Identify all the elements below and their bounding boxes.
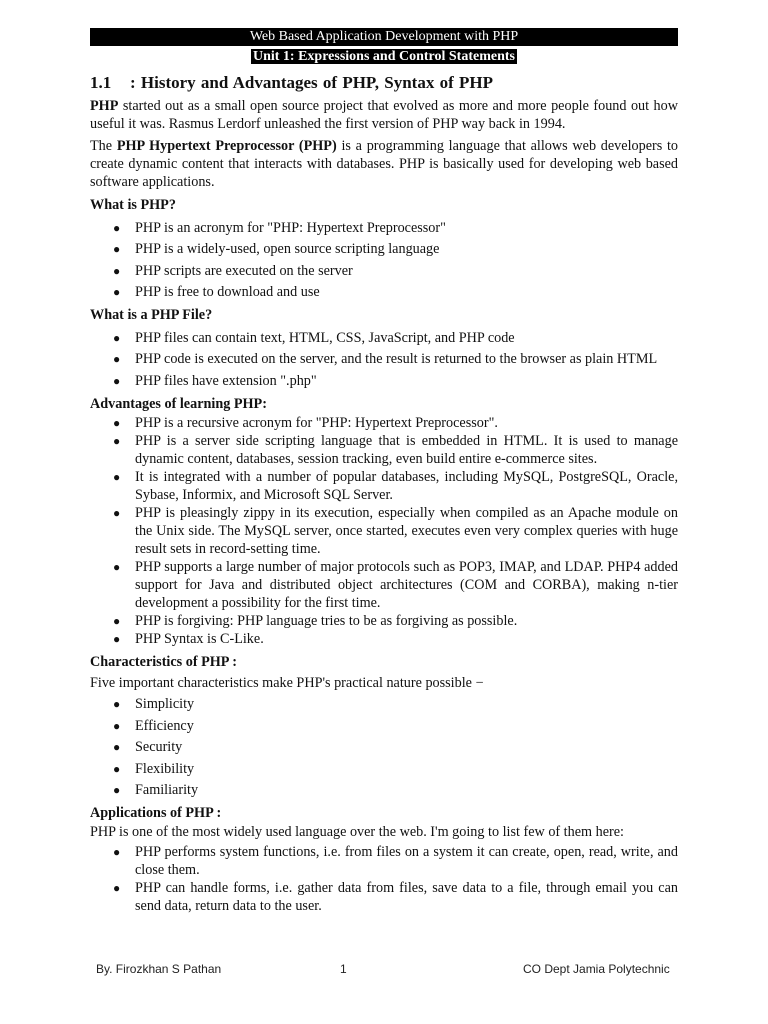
list-item-text: Familiarity xyxy=(135,782,199,798)
list-item xyxy=(90,350,678,368)
intro-p2-bold: PHP Hypertext Preprocessor (PHP) xyxy=(116,138,337,154)
characteristics-heading: Characteristics of PHP : xyxy=(90,653,237,670)
list-item-text: PHP is a widely-used, open source scripting language xyxy=(135,241,440,257)
list-item xyxy=(90,630,678,648)
what-is-php-file-heading: What is a PHP File? xyxy=(90,307,213,323)
list-item xyxy=(90,760,678,778)
list-item-text: Security xyxy=(135,739,183,755)
list-item-text: PHP supports a large number of major protocols such as POP3, IMAP, and LDAP. PHP4 added support for Java and distributed object architectures (COM and CORBA), making n-tier development a possibility for the first time. xyxy=(135,558,678,611)
bullet-icon: ● xyxy=(113,469,121,484)
intro-p2-text: is a programming language that allows web developers to create dynamic content that interacts with databases. PHP is basically used for developing web based software applications. xyxy=(90,138,679,190)
list-item-text: PHP is a server side scripting language that is embedded in HTML. It is used to manage dynamic content, databases, session tracking, even build entire e-commerce sites. xyxy=(135,432,678,467)
section-heading xyxy=(90,70,678,96)
bullet-icon: ● xyxy=(113,505,121,520)
list-item-text: PHP files have extension ".php" xyxy=(135,372,317,389)
list-item-text: PHP files can contain text, HTML, CSS, JavaScript, and PHP code xyxy=(135,329,515,346)
advantages-list xyxy=(90,414,678,648)
list-item xyxy=(90,372,678,390)
bullet-icon: ● xyxy=(113,433,121,448)
bullet-icon: ● xyxy=(113,330,121,345)
footer-author: By. Firozkhan S Pathan xyxy=(96,962,222,976)
unit-title-banner xyxy=(90,47,678,65)
intro-p1-bold: PHP xyxy=(90,98,119,114)
list-item xyxy=(90,558,678,612)
list-item-text: Simplicity xyxy=(135,696,195,712)
intro-p1-text: started out as a small open source project that evolved as more and more people found out how useful it was. Rasmus Lerdorf unleashed the first version of PHP way back in 1994. xyxy=(90,98,678,132)
list-item xyxy=(90,414,678,432)
list-item xyxy=(90,879,678,915)
list-item xyxy=(90,717,678,735)
list-item xyxy=(90,283,678,301)
bullet-icon: ● xyxy=(113,631,121,646)
bullet-icon: ● xyxy=(113,352,121,366)
bullet-icon: ● xyxy=(113,718,121,733)
bullet-icon: ● xyxy=(113,613,121,628)
list-item-text: PHP scripts are executed on the server xyxy=(135,262,353,279)
unit-title: Unit 1: Expressions and Control Statements xyxy=(252,49,515,64)
bullet-icon: ● xyxy=(113,415,121,430)
list-item xyxy=(90,695,678,713)
list-item xyxy=(90,504,678,558)
footer-department: CO Dept Jamia Polytechnic xyxy=(523,962,670,976)
list-item-text: PHP is a recursive acronym for "PHP: Hypertext Preprocessor". xyxy=(135,414,498,431)
list-item xyxy=(90,612,678,630)
list-item-text: Flexibility xyxy=(135,760,195,777)
bullet-icon: ● xyxy=(113,881,121,895)
intro-p2-pre: The xyxy=(90,138,117,154)
list-item-text: PHP code is executed on the server, and the result is returned to the browser as plain HTML xyxy=(135,351,658,367)
section-number: 1.1 xyxy=(90,73,112,92)
list-item xyxy=(90,843,678,879)
what-is-php-heading: What is PHP? xyxy=(90,197,176,213)
list-item xyxy=(90,781,678,799)
intro-paragraph-2 xyxy=(90,137,678,191)
list-item-text: Efficiency xyxy=(135,717,194,734)
advantages-heading: Advantages of learning PHP: xyxy=(90,395,267,412)
applications-heading: Applications of PHP : xyxy=(90,805,222,821)
list-item-text: PHP is an acronym for "PHP: Hypertext Preprocessor" xyxy=(135,219,446,236)
list-item xyxy=(90,240,678,258)
list-item xyxy=(90,219,678,237)
list-item-text: PHP is forgiving: PHP language tries to be as forgiving as possible. xyxy=(135,612,518,629)
document-page xyxy=(90,28,678,915)
list-item xyxy=(90,432,678,468)
characteristics-intro: Five important characteristics make PHP's practical nature possible − xyxy=(90,674,484,691)
bullet-icon: ● xyxy=(113,740,121,754)
bullet-icon: ● xyxy=(113,697,121,711)
list-item-text: PHP performs system functions, i.e. from files on a system it can create, open, read, write, and close them. xyxy=(135,844,678,878)
list-item-text: PHP can handle forms, i.e. gather data from files, save data to a file, through email you can send data, return data to the user. xyxy=(135,880,678,914)
what-is-php-file-list xyxy=(90,329,678,390)
bullet-icon: ● xyxy=(113,761,121,776)
characteristics-list xyxy=(90,695,678,799)
bullet-icon: ● xyxy=(113,220,121,235)
list-item-text: It is integrated with a number of popular databases, including MySQL, PostgreSQL, Oracle, Sybase, Informix, and Microsoft SQL Server. xyxy=(135,468,678,503)
applications-list xyxy=(90,843,678,915)
list-item xyxy=(90,468,678,504)
list-item-text: PHP Syntax is C-Like. xyxy=(135,630,264,647)
list-item-text: PHP is pleasingly zippy in its execution, especially when compiled as an Apache module on the Unix side. The MySQL server, once started, executes even very complex queries with huge result sets in record-setting time. xyxy=(135,504,678,557)
list-item xyxy=(90,262,678,280)
bullet-icon: ● xyxy=(113,783,121,797)
bullet-icon: ● xyxy=(113,242,121,256)
intro-paragraph-1 xyxy=(90,97,678,133)
list-item xyxy=(90,738,678,756)
bullet-icon: ● xyxy=(113,285,121,299)
bullet-icon: ● xyxy=(113,373,121,388)
bullet-icon: ● xyxy=(113,845,121,859)
footer-page-number: 1 xyxy=(340,962,347,976)
course-title-banner: Web Based Application Development with PHP xyxy=(90,28,678,46)
bullet-icon: ● xyxy=(113,559,121,574)
list-item-text: PHP is free to download and use xyxy=(135,284,320,300)
bullet-icon: ● xyxy=(113,263,121,278)
what-is-php-list xyxy=(90,219,678,302)
list-item xyxy=(90,329,678,347)
applications-intro: PHP is one of the most widely used language over the web. I'm going to list few of them here: xyxy=(90,824,624,840)
section-title: : History and Advantages of PHP, Syntax of PHP xyxy=(130,73,493,92)
